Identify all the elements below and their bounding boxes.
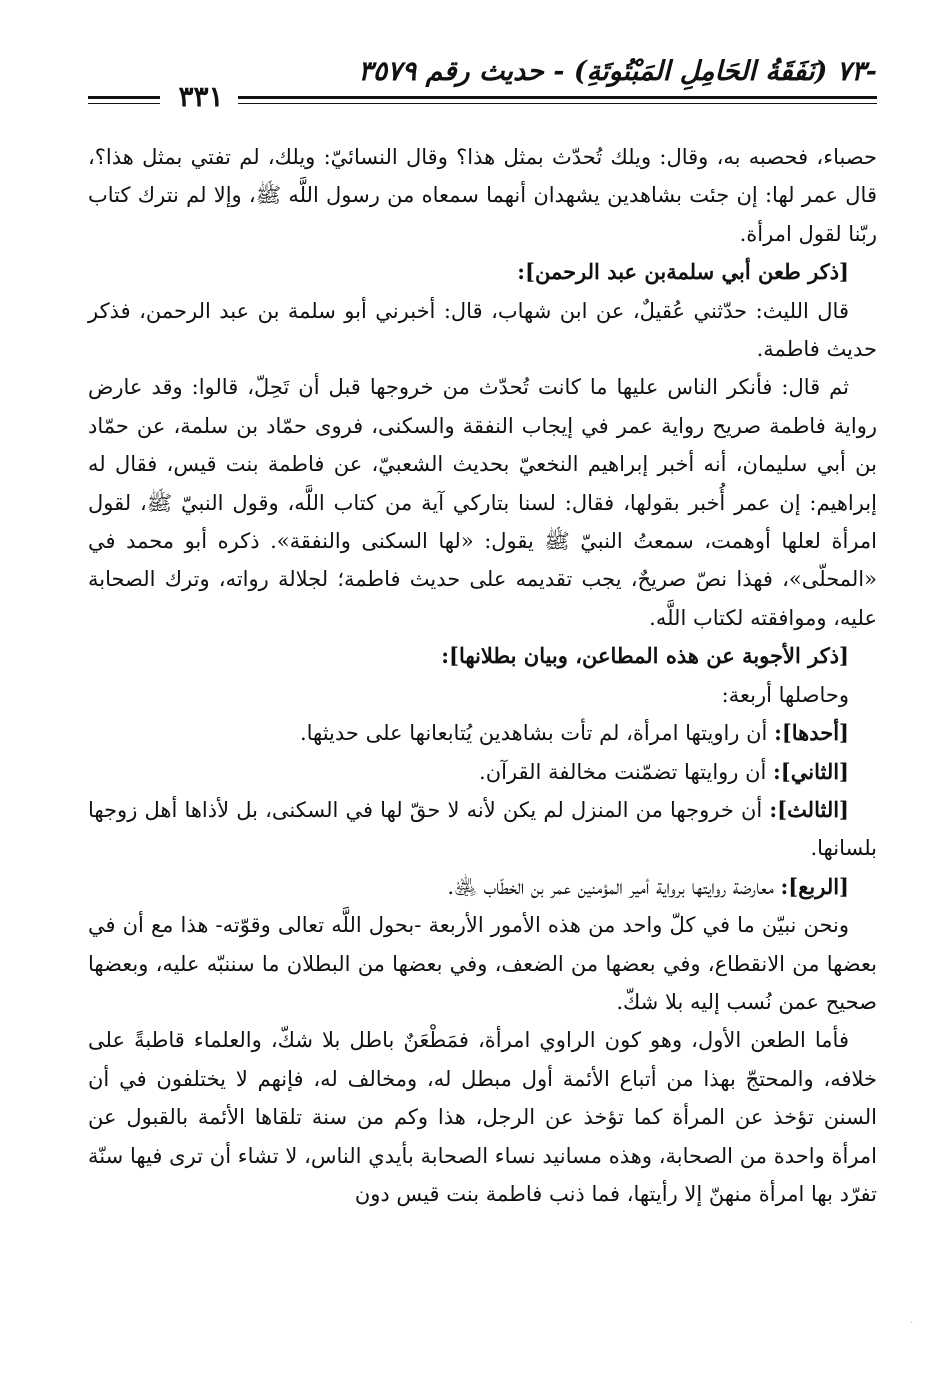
list-item-text: أن خروجها من المنزل لم يكن لأنه لا حقّ لها في السكنى، بل لأذاها أهل زوجها بلسانها. xyxy=(88,797,877,861)
list-item-text: معارضة روايتها برواية أمير المؤمنين عمر بن الخطّاب ﵁. xyxy=(447,874,781,899)
paragraph: حصباء، فحصبه به، وقال: ويلك تُحدّث بمثل هذا؟ وقال النسائيّ: ويلك، لم تفتي بمثل هذا؟، قال عمر لها: إن جئت بشاهدين يشهدان أنهما سمعاه من رسول اللَّه ﷺ، وإلا لم نترك كتاب ربّنا لقول امرأة. xyxy=(88,145,877,246)
header-rule xyxy=(238,96,877,104)
list-item xyxy=(88,753,877,791)
list-item-label: [الربع]: xyxy=(780,873,849,899)
list-item xyxy=(88,714,877,752)
scan-mark: · xyxy=(909,1318,913,1329)
paragraph: وحاصلها أربعة: xyxy=(721,682,849,707)
section-heading: [ذكر طعن أبي سلمةبن عبد الرحمن]: xyxy=(517,259,849,285)
page-number: ٣٣١ xyxy=(178,80,224,113)
paragraph: قال الليث: حدّثني عُقيلٌ، عن ابن شهاب، قال: أخبرني أبو سلمة بن عبد الرحمن، فذكر حديث فاطمة. xyxy=(88,298,877,362)
paragraph: ثم قال: فأنكر الناس عليها ما كانت تُحدّث من خروجها قبل أن تَحِلّ، قالوا: وقد عارض رواية فاطمة صريح رواية عمر في إيجاب النفقة والسكنى، فروى حمّاد بن سلمة، عن حمّاد بن أبي سليمان، أنه أخبر إبراهيم النخعيّ بحديث الشعبيّ، عن فاطمة بنت قيس، فقال له إبراهيم: إن عمر أُخبر بقولها، فقال: لسنا بتاركي آية من كتاب اللَّه، وقول النبيّ ﷺ، لقول امرأة لعلها أوهمت، سمعتُ النبيّ ﷺ يقول: «لها السكنى والنفقة». ذكره أبو محمد في «المحلّى»، فهذا نصّ صريحٌ، يجب تقديمه على حديث فاطمة؛ لجلالة رواته، وترك الصحابة عليه، وموافقته لكتاب اللَّه. xyxy=(88,375,877,630)
list-item xyxy=(88,868,877,906)
list-item xyxy=(88,791,877,868)
page-body xyxy=(88,138,877,1213)
paragraph: ونحن نبيّن ما في كلّ واحد من هذه الأمور الأربعة -بحول اللَّه تعالى وقوّته- هذا مع أن في بعضها من الانقطاع، وفي بعضها من الضعف، وفي بعضها من البطلان ما سننبّه عليه، وبعضها صحيح عمن نُسب إليه بلا شكّ. xyxy=(88,913,877,1014)
section-heading: [ذكر الأجوبة عن هذه المطاعن، وبيان بطلانها]: xyxy=(441,643,849,669)
list-item-label: [أحدها]: xyxy=(774,720,849,746)
list-item-label: [الثالث]: xyxy=(769,796,849,822)
list-item-text: أن راويتها امرأة، لم تأت بشاهدين يُتابعانها على حديثها. xyxy=(299,721,775,746)
list-item-text: أن روايتها تضمّنت مخالفة القرآن. xyxy=(479,759,774,784)
list-item-label: [الثاني]: xyxy=(773,758,849,784)
running-title: -٧٣ (نَفَقَةُ الحَامِلِ المَبْتُوتَةِ) - حديث رقم ٣٥٧٩ xyxy=(358,56,877,87)
page-header xyxy=(88,52,877,112)
paragraph: فأما الطعن الأول، وهو كون الراوي امرأة، فمَطْعَنٌ باطل بلا شكّ، والعلماء قاطبةً على خلافه، والمحتجّ بهذا من أتباع الأئمة أول مبطل له، ومخالف له، فإنهم لا يختلفون في أن السنن تؤخذ عن المرأة كما تؤخذ عن الرجل، هذا وكم من سنة تلقاها الأئمة بالقبول عن امرأة واحدة من الصحابة، وهذه مسانيد نساء الصحابة بأيدي الناس، لا تشاء أن ترى فيها سنّة تفرّد بها امرأة منهنّ إلا رأيتها، فما ذنب فاطمة بنت قيس دون xyxy=(88,1028,877,1206)
header-rule-short xyxy=(88,96,160,104)
